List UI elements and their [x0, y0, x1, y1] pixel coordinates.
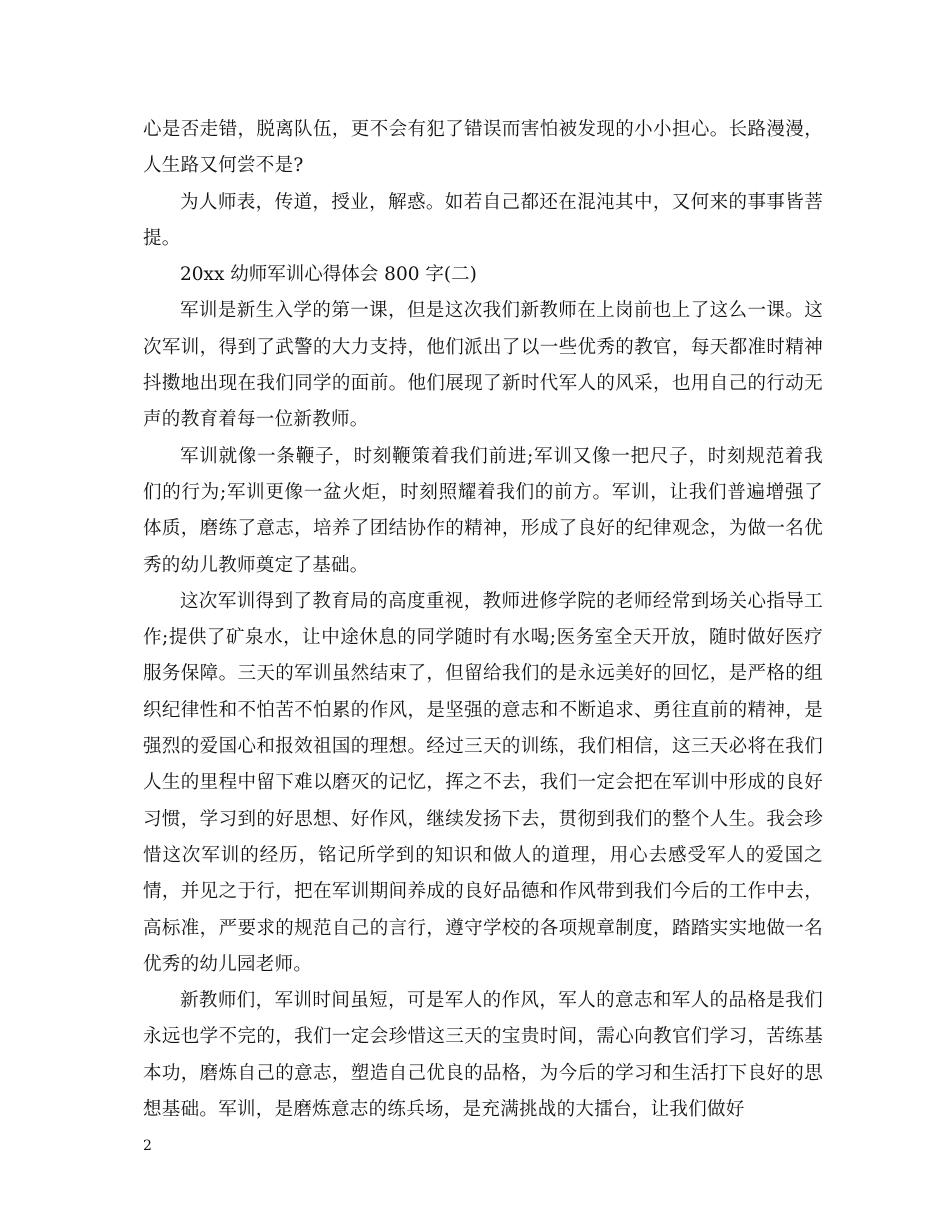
document-body — [143, 112, 823, 1128]
paragraph-whip-metaphor: 军训就像一条鞭子，时刻鞭策着我们前进;军训又像一把尺子，时刻规范着我们的行为;军训更像一盆火炬，时刻照耀着我们的前方。军训，让我们普遍增强了体质，磨练了意志，培养了团结协作的精神，形成了良好的纪律观念，为做一名优秀的幼儿教师奠定了基础。 — [143, 445, 823, 576]
paragraph-education-bureau: 这次军训得到了教育局的高度重视，教师进修学院的老师经常到场关心指导工作;提供了矿泉水，让中途休息的同学随时有水喝;医务室全天开放，随时做好医疗服务保障。三天的军训虽然结束了，但留给我们的是永远美好的回忆，是严格的组织纪律性和不怕苦不怕累的作风，是坚强的意志和不断追求、勇往直前的精神，是强烈的爱国心和报效祖国的理想。经过三天的训练，我们相信，这三天必将在我们人生的里程中留下难以磨灭的记忆，挥之不去，我们一定会把在军训中形成的良好习惯，学习到的好思想、好作风，继续发扬下去，贯彻到我们的整个人生。我会珍惜这次军训的经历，铭记所学到的知识和做人的道理，用心去感受军人的爱国之情，并见之于行，把在军训期间养成的良好品德和作风带到我们今后的工作中去，高标准，严要求的规范自己的言行，遵守学校的各项规章制度，踏踏实实地做一名优秀的幼儿园老师。 — [143, 590, 823, 975]
paragraph-teacher-role: 为人师表，传道，授业，解惑。如若自己都还在混沌其中，又何来的事事皆菩提。 — [143, 191, 823, 249]
section-heading: 20xx 幼师军训心得体会 800 字(二) — [180, 264, 477, 286]
paragraph-first-lesson: 军训是新生入学的第一课，但是这次我们新教师在上岗前也上了这么一课。这次军训，得到了武警的大力支持，他们派出了以一些优秀的教官，每天都准时精神抖擞地出现在我们同学的面前。他们展现了新时代军人的风采，也用自己的行动无声的教育着每一位新教师。 — [143, 300, 823, 431]
page-number: 2 — [143, 1138, 152, 1154]
paragraph-continuation: 心是否走错，脱离队伍，更不会有犯了错误而害怕被发现的小小担心。长路漫漫，人生路又何尝不是? — [143, 119, 823, 177]
paragraph-new-teachers: 新教师们，军训时间虽短，可是军人的作风，军人的意志和军人的品格是我们永远也学不完的，我们一定会珍惜这三天的宝贵时间，需心向教官们学习，苦练基本功，磨炼自己的意志，塑造自己优良的品格，为今后的学习和生活打下良好的思想基础。军训，是磨炼意志的练兵场，是充满挑战的大擂台，让我们做好 — [143, 990, 823, 1121]
